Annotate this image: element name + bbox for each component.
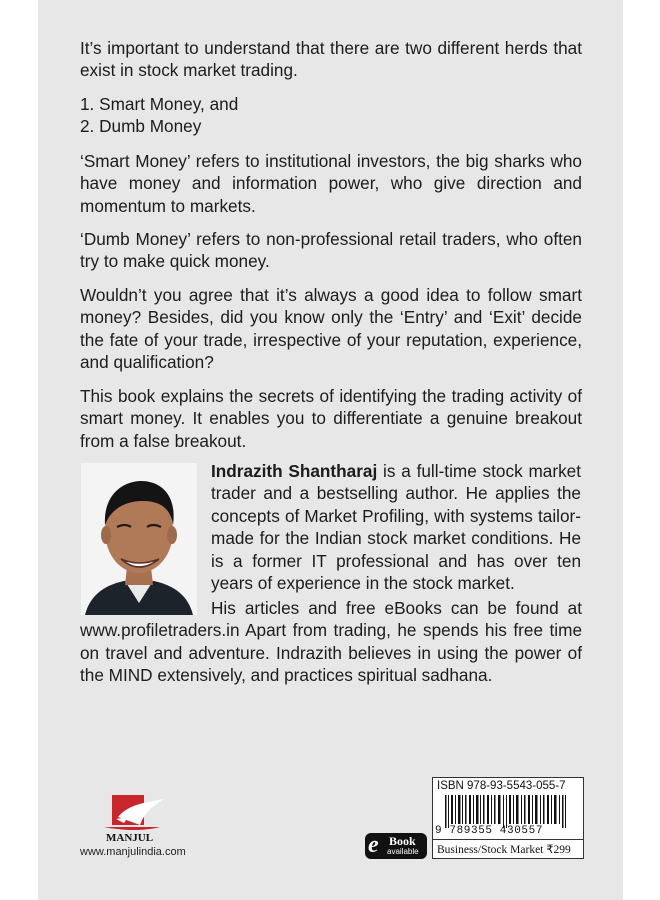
publisher-logo xyxy=(104,795,176,845)
intro-paragraph: It’s important to understand that there are two different herds that exist in stock market trading. xyxy=(80,38,582,81)
author-bio-top xyxy=(211,460,581,594)
publisher-website: www.manjulindia.com xyxy=(80,846,186,858)
ebook-badge xyxy=(365,833,427,859)
category-price-text: Business/Stock Market ₹299 xyxy=(437,844,571,856)
ebook-word: Book xyxy=(389,834,416,848)
author-photo xyxy=(81,463,197,615)
ebook-icon: e xyxy=(368,833,379,858)
author-portrait-image xyxy=(81,463,197,615)
isbn-number: ISBN 978-93-5543-055-7 xyxy=(437,780,566,792)
ebook-available: available xyxy=(387,847,419,856)
smart-money-paragraph: ‘Smart Money’ refers to institutional investors, the big sharks who have money and information power, who give direction and momentum to markets. xyxy=(80,151,582,216)
barcode-icon xyxy=(437,795,579,828)
list-item: 2. Dumb Money xyxy=(80,116,202,137)
dumb-money-paragraph: ‘Dumb Money’ refers to non-professional retail traders, who often try to make quick money. xyxy=(80,229,582,272)
author-bio-bottom: His articles and free eBooks can be found at www.profiletraders.in Apart from trading, he spends his free time on travel and adventure. Indrazith believes in using the power of the MIND extensively, and practices spiritual sadhana. xyxy=(80,598,582,686)
book-paragraph: This book explains the secrets of identifying the trading activity of smart money. It enables you to differentiate a genuine breakout from a false breakout. xyxy=(80,386,582,451)
author-bio-text: is a full-time stock market trader and a bestselling author. He applies the concepts of Market Profiling, with systems tailor-made for the Indian stock market conditions. He is a former IT professional and has over ten years of experience in the stock market. xyxy=(211,461,581,594)
herds-list xyxy=(80,93,238,138)
isbn-block xyxy=(432,777,584,859)
list-item: 1. Smart Money, and xyxy=(80,94,239,114)
barcode-digits: 9 789355 430557 xyxy=(435,825,544,837)
question-paragraph: Wouldn’t you agree that it’s always a good idea to follow smart money? Besides, did you know only the ‘Entry’ and ‘Exit’ decide the fate of your trade, irrespective of your reputation, experience, and qualification? xyxy=(80,285,582,373)
author-name: Indrazith Shantharaj xyxy=(211,461,378,481)
category-price xyxy=(433,839,583,859)
publisher-name: MANJUL xyxy=(106,832,154,844)
